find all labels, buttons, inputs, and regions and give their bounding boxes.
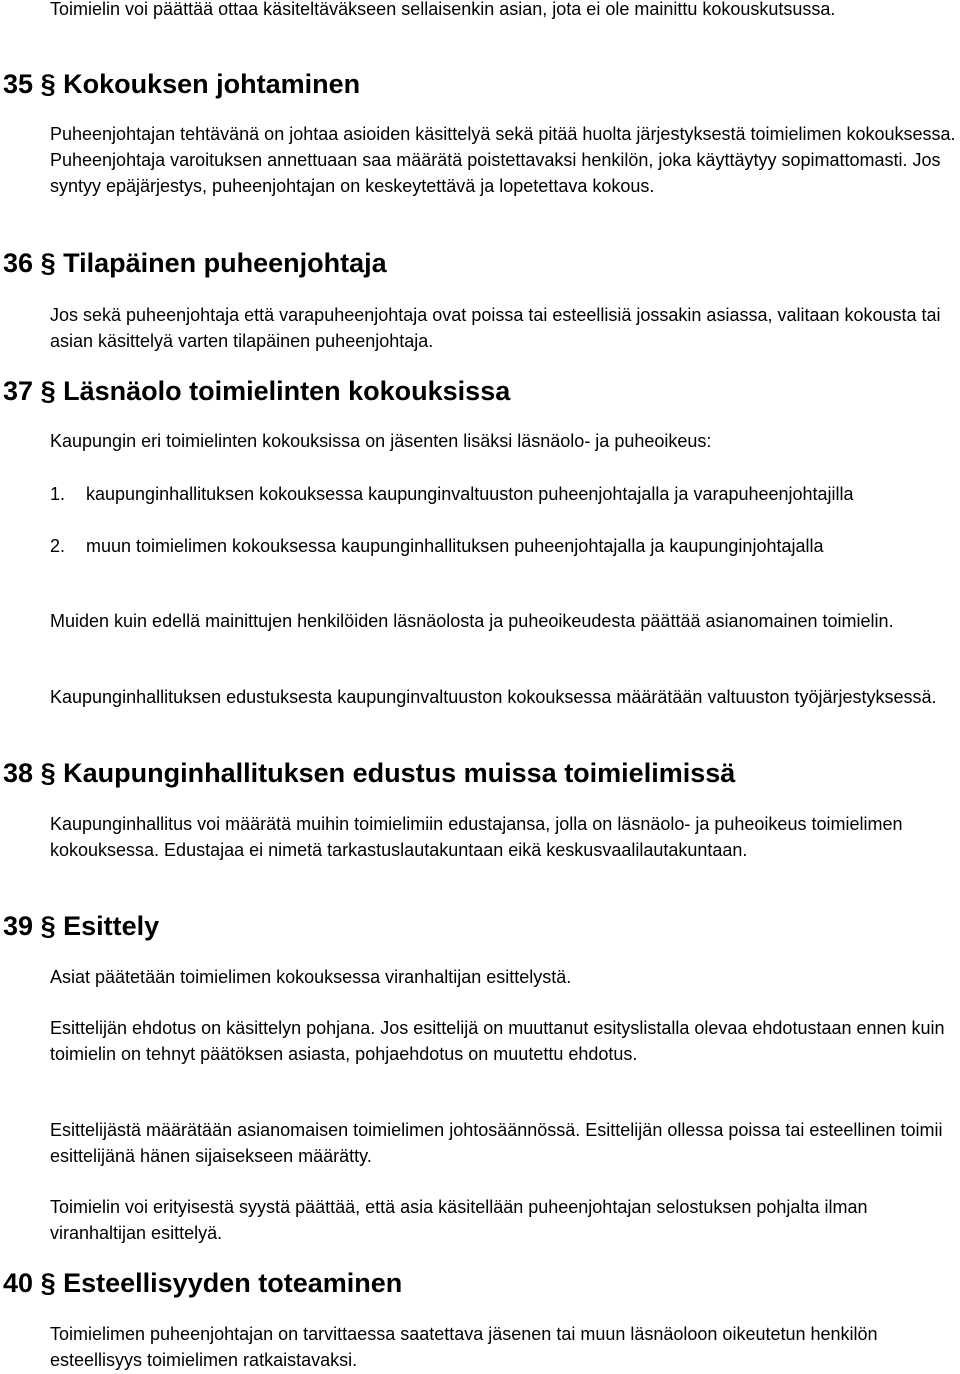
section-number: 37 — [3, 376, 34, 406]
section-36-paragraph: Jos sekä puheenjohtaja että varapuheenjohtaja ovat poissa tai esteellisiä jossakin asiassa, valitaan kokousta tai asian käsittelyä varten tilapäinen puheenjohtaja. — [50, 305, 941, 351]
list-number: 2. — [50, 536, 66, 556]
section-symbol: § — [40, 69, 56, 99]
section-38-paragraph: Kaupunginhallitus voi määrätä muihin toimielimiin edustajansa, jolla on läsnäolo- ja puheoikeus toimielimen kokouksessa. Edustajaa ei nimetä tarkastuslautakuntaan eikä keskusvaalilautakuntaan. — [50, 814, 903, 860]
section-39-paragraph: Toimielin voi erityisestä syystä päättää, että asia käsitellään puheenjohtajan selostuksen pohjalta ilman viranhaltijan esittelyä. — [50, 1197, 868, 1243]
section-symbol: § — [40, 1268, 56, 1298]
list-text: muun toimielimen kokouksessa kaupunginhallituksen puheenjohtajalla ja kaupunginjohtajalla — [86, 536, 824, 556]
section-number: 39 — [3, 911, 34, 941]
section-title: Tilapäinen puheenjohtaja — [63, 248, 387, 278]
list-text: kaupunginhallituksen kokouksessa kaupunginvaltuuston puheenjohtajalla ja varapuheenjohtajilla — [86, 484, 854, 504]
section-35-heading — [3, 71, 360, 97]
section-39-paragraph: Asiat päätetään toimielimen kokouksessa viranhaltijan esittelystä. — [50, 967, 572, 987]
section-35-paragraph: Puheenjohtajan tehtävänä on johtaa asioiden käsittelyä sekä pitää huolta järjestyksestä toimielimen kokouksessa. Puheenjohtaja varoituksen annettuaan saa määrätä poistettavaksi henkilön, joka käyttäytyy sopimattomasti. Jos syntyy epäjärjestys, puheenjohtajan on keskeytettävä ja lopetettava kokous. — [50, 124, 956, 196]
section-symbol: § — [40, 911, 56, 941]
section-number: 36 — [3, 248, 34, 278]
section-40-paragraph: Toimielimen puheenjohtajan on tarvittaessa saatettava jäsenen tai muun läsnäoloon oikeutetun henkilön esteellisyys toimielimen ratkaistavaksi. — [50, 1324, 878, 1370]
section-37-heading — [3, 378, 510, 404]
section-number: 35 — [3, 69, 34, 99]
section-title: Esittely — [63, 911, 160, 941]
section-37-paragraph: Muiden kuin edellä mainittujen henkilöiden läsnäolosta ja puheoikeudesta päättää asianomainen toimielin. — [50, 611, 894, 631]
intro-paragraph: Toimielin voi päättää ottaa käsiteltäväkseen sellaisenkin asian, jota ei ole mainittu kokouskutsussa. — [50, 0, 836, 19]
section-symbol: § — [40, 248, 56, 278]
list-item — [50, 481, 960, 507]
section-38-heading — [3, 760, 735, 786]
section-39-heading — [3, 913, 159, 939]
section-37-intro-paragraph: Kaupungin eri toimielinten kokouksissa on jäsenten lisäksi läsnäolo- ja puheoikeus: — [50, 431, 712, 451]
section-title: Läsnäolo toimielinten kokouksissa — [63, 376, 511, 406]
section-40-heading — [3, 1270, 402, 1296]
list-item — [50, 533, 960, 559]
section-number: 38 — [3, 758, 34, 788]
section-39-paragraph: Esittelijästä määrätään asianomaisen toimielimen johtosäännössä. Esittelijän ollessa poissa tai esteellinen toimii esittelijänä hänen sijaisekseen määrätty. — [50, 1120, 943, 1166]
section-37-paragraph: Kaupunginhallituksen edustuksesta kaupunginvaltuuston kokouksessa määrätään valtuuston työjärjestyksessä. — [50, 687, 937, 707]
section-36-heading — [3, 250, 387, 276]
section-title: Kokouksen johtaminen — [63, 69, 361, 99]
section-title: Esteellisyyden toteaminen — [63, 1268, 403, 1298]
section-symbol: § — [40, 758, 56, 788]
list-number: 1. — [50, 484, 66, 504]
section-number: 40 — [3, 1268, 34, 1298]
section-symbol: § — [40, 376, 56, 406]
section-title: Kaupunginhallituksen edustus muissa toimielimissä — [63, 758, 736, 788]
section-39-paragraph: Esittelijän ehdotus on käsittelyn pohjana. Jos esittelijä on muuttanut esityslistalla olevaa ehdotustaan ennen kuin toimielin on tehnyt päätöksen asiasta, pohjaehdotus on muutettu ehdotus. — [50, 1018, 945, 1064]
